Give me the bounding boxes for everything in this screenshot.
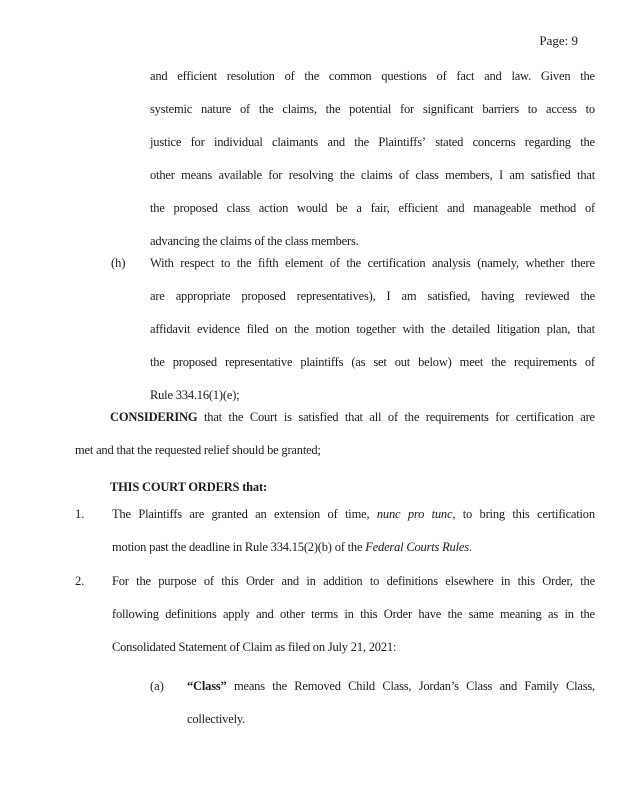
text-line: justice for individual claimants and the Plaintiffs’ stated concerns regarding the (150, 135, 595, 149)
text-line: and efficient resolution of the common questions of fact and law. Given the (150, 69, 595, 83)
text-line: the proposed class action would be a fair, efficient and manageable method of (150, 201, 595, 215)
text-line: following definitions apply and other terms in this Order have the same meaning as in the (112, 607, 595, 621)
text-line: THIS COURT ORDERS that: (110, 480, 267, 494)
paragraph-h-label: (h) (111, 256, 126, 270)
text-line: are appropriate proposed representatives), I am satisfied, having reviewed the (150, 289, 595, 303)
text-line: affidavit evidence filed on the motion together with the detailed litigation plan, that (150, 322, 595, 336)
order-item-2-label: 2. (75, 574, 85, 588)
text-line: the proposed representative plaintiffs (as set out below) meet the requirements of (150, 355, 595, 369)
text-line: advancing the claims of the class members. (150, 234, 359, 248)
text-line: For the purpose of this Order and in addition to definitions elsewhere in this Order, the (112, 574, 595, 588)
text-line: collectively. (187, 712, 246, 726)
text-line: Rule 334.16(1)(e); (150, 388, 240, 402)
text-line: CONSIDERING that the Court is satisfied that all of the requirements for certification are (110, 410, 595, 424)
text-line: other means available for resolving the claims of class members, I am satisfied that (150, 168, 595, 182)
text-line: With respect to the fifth element of the certification analysis (namely, whether there (150, 256, 595, 270)
text-line: Consolidated Statement of Claim as filed on July 21, 2021: (112, 640, 397, 654)
order-item-1-label: 1. (75, 507, 85, 521)
text-line: systemic nature of the claims, the potential for significant barriers to access to (150, 102, 595, 116)
text-line: motion past the deadline in Rule 334.15(2)(b) of the Federal Courts Rules. (112, 540, 472, 554)
text-line: “Class” means the Removed Child Class, Jordan’s Class and Family Class, (187, 679, 595, 693)
text-line: met and that the requested relief should be granted; (75, 443, 321, 457)
definition-item-a-label: (a) (150, 679, 164, 693)
page-number: Page: 9 (539, 33, 578, 48)
text-line: The Plaintiffs are granted an extension of time, nunc pro tunc, to bring this certification (112, 507, 595, 521)
